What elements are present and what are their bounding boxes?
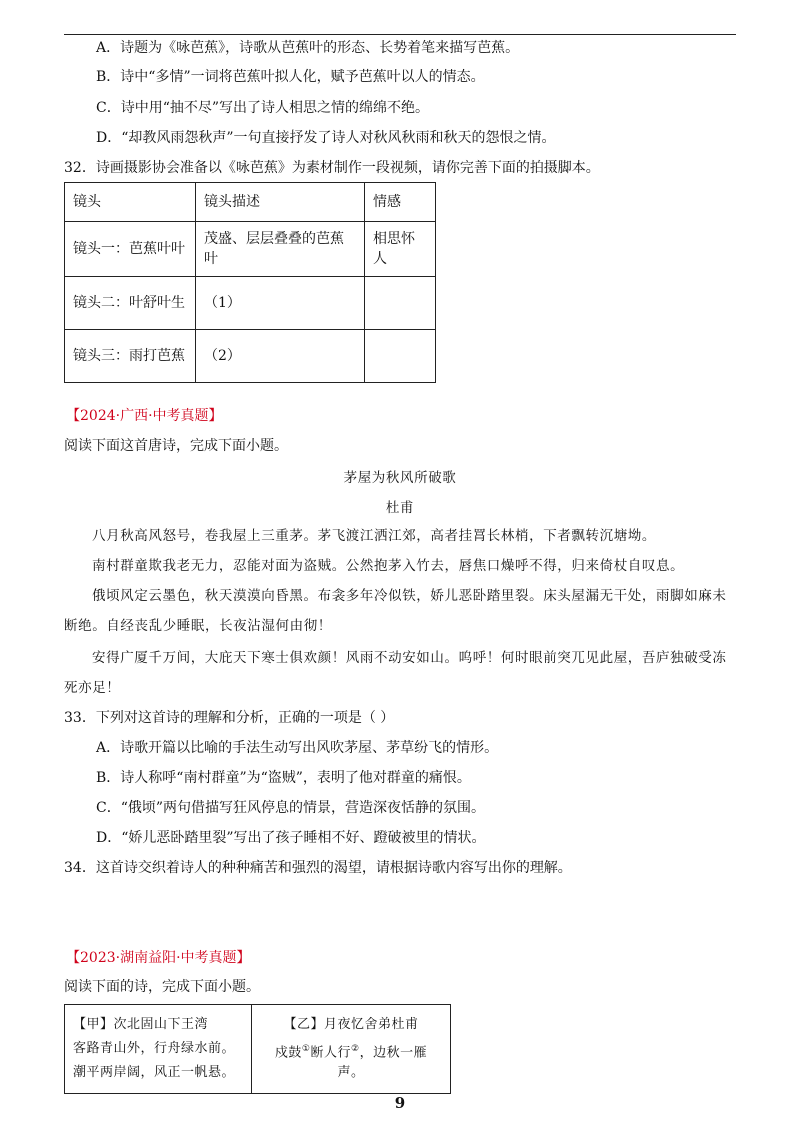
poem-yi-text: ，边秋一雁 bbox=[359, 1045, 428, 1061]
table-row bbox=[65, 222, 436, 277]
poem-yi-cell bbox=[252, 1005, 451, 1094]
poem-paragraph-text: 俄顷风定云墨色，秋天漠漠向昏黑。布衾多年冷似铁，娇儿恶卧踏里裂。床头屋漏无干处，雨脚如麻未断绝。自经丧乱少睡眠，长夜沾湿何由彻！ bbox=[64, 588, 727, 634]
q31-option-d: D．“却教风雨怨秋声”一句直接抒发了诗人对秋风秋雨和秋天的怨恨之情。 bbox=[96, 130, 556, 146]
table-cell: 镜头二：叶舒叶生 bbox=[65, 277, 196, 330]
table-header-row bbox=[65, 183, 436, 222]
table-cell bbox=[365, 330, 436, 383]
table-cell: 相思怀人 bbox=[365, 222, 436, 277]
answer-blank-1: （1） bbox=[196, 277, 365, 330]
header-emotion: 情感 bbox=[365, 183, 436, 222]
footnote-marker: ② bbox=[351, 1044, 360, 1054]
q33-option-b: B．诗人称呼“南村群童”为“盗贼”，表明了他对群童的痛恨。 bbox=[96, 770, 471, 786]
poem-title: 茅屋为秋风所破歌 bbox=[343, 470, 457, 486]
poem-paragraph-3 bbox=[64, 581, 732, 641]
table-row bbox=[65, 330, 436, 383]
table-row bbox=[65, 277, 436, 330]
table-cell bbox=[365, 277, 436, 330]
q31-option-c: C．诗中用“抽不尽”写出了诗人相思之情的绵绵不绝。 bbox=[96, 100, 430, 116]
poem-jia-line-1: 客路青山外，行舟绿水前。 bbox=[73, 1041, 236, 1056]
section-source-2024: 【2024·广西·中考真题】 bbox=[66, 408, 223, 424]
q33-option-a: A．诗歌开篇以比喻的手法生动写出风吹茅屋、茅草纷飞的情形。 bbox=[96, 740, 499, 756]
table-cell: 镜头一：芭蕉叶叶 bbox=[65, 222, 196, 277]
poem-yi-text: 戍鼓 bbox=[274, 1045, 302, 1061]
section2-intro: 阅读下面这首唐诗，完成下面小题。 bbox=[64, 438, 288, 454]
poem-jia-cell bbox=[65, 1005, 252, 1094]
poem-paragraph-4 bbox=[64, 643, 732, 703]
header-description: 镜头描述 bbox=[196, 183, 365, 222]
poem-jia-line-2: 潮平两岸阔，风正一帆悬。 bbox=[73, 1065, 236, 1080]
poem-yi-text: 断人行 bbox=[310, 1045, 351, 1061]
table-cell: 镜头三：雨打芭蕉 bbox=[65, 330, 196, 383]
poem-author: 杜甫 bbox=[385, 500, 415, 516]
q31-option-a: A．诗题为《咏芭蕉》，诗歌从芭蕉叶的形态、长势着笔来描写芭蕉。 bbox=[96, 40, 520, 56]
q33-option-c: C．“俄顷”两句借描写狂风停息的情景，营造深夜恬静的氛围。 bbox=[96, 800, 486, 816]
table-cell: 茂盛、层层叠叠的芭蕉叶 bbox=[196, 222, 365, 277]
page-number: 9 bbox=[394, 1094, 406, 1112]
footnote-marker: ① bbox=[301, 1044, 311, 1054]
poem-yi-title: 【乙】月夜忆舍弟杜甫 bbox=[283, 1017, 419, 1032]
header-rule bbox=[64, 34, 736, 35]
q33-stem: 33．下列对这首诗的理解和分析，正确的一项是（ ） bbox=[64, 710, 395, 726]
header-shot: 镜头 bbox=[65, 183, 196, 222]
answer-blank-2: （2） bbox=[196, 330, 365, 383]
poem-paragraph-text: 安得广厦千万间，大庇天下寒士俱欢颜！风雨不动安如山。呜呼！何时眼前突兀见此屋，吾庐独破受冻死亦足！ bbox=[64, 650, 727, 696]
poem-paragraph-1 bbox=[64, 521, 732, 551]
q34-stem: 34．这首诗交织着诗人的种种痛苦和强烈的渴望，请根据诗歌内容写出你的理解。 bbox=[64, 860, 572, 876]
q32-stem: 32．诗画摄影协会准备以《咏芭蕉》为素材制作一段视频，请你完善下面的拍摄脚本。 bbox=[64, 160, 600, 176]
poem-yi-line bbox=[260, 1037, 442, 1065]
section-source-2023: 【2023·湖南益阳·中考真题】 bbox=[66, 950, 251, 966]
shooting-script-table bbox=[64, 182, 436, 383]
section3-intro: 阅读下面的诗，完成下面小题。 bbox=[64, 979, 260, 995]
poem-jia-title: 【甲】次北固山下王湾 bbox=[73, 1017, 209, 1032]
poems-table bbox=[64, 1004, 451, 1094]
q31-option-b: B．诗中“多情”一词将芭蕉叶拟人化，赋予芭蕉叶以人的情态。 bbox=[96, 69, 485, 85]
poem-paragraph-2 bbox=[64, 551, 732, 581]
poem-paragraph-text: 南村群童欺我老无力，忍能对面为盗贼。公然抱茅入竹去，唇焦口燥呼不得，归来倚杖自叹息。 bbox=[92, 558, 685, 574]
poem-paragraph-text: 八月秋高风怒号，卷我屋上三重茅。茅飞渡江洒江郊，高者挂罥长林梢，下者飘转沉塘坳。 bbox=[92, 528, 656, 544]
q33-option-d: D．“娇儿恶卧踏里裂”写出了孩子睡相不好、蹬破被里的情状。 bbox=[96, 830, 486, 846]
poem-yi-line-cont: 声。 bbox=[337, 1065, 365, 1081]
